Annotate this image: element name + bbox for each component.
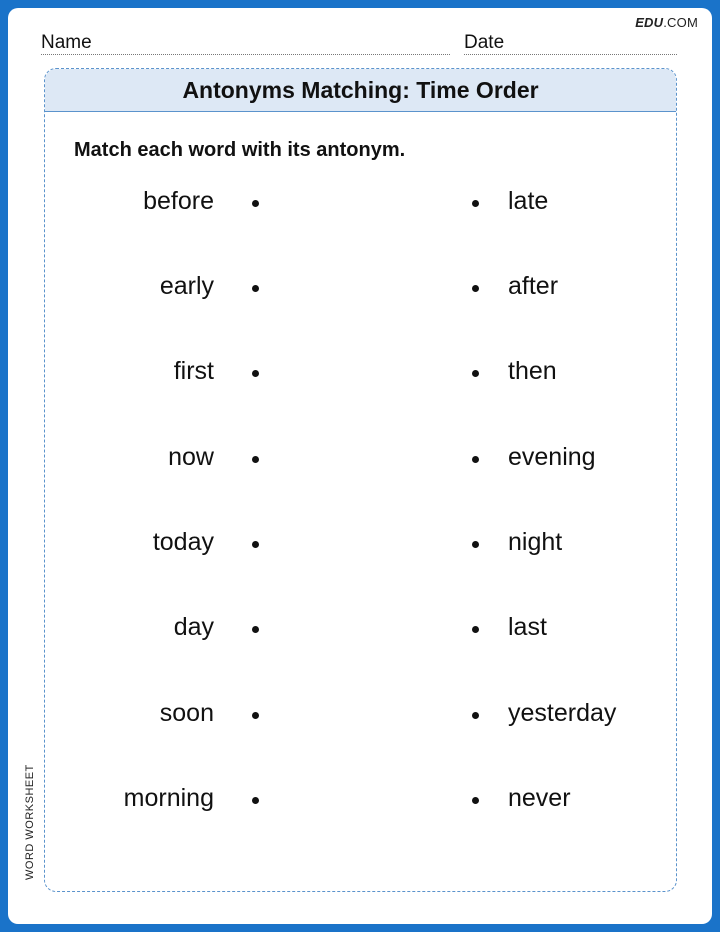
right-word: late (508, 187, 549, 215)
worksheet-title: Antonyms Matching: Time Order (45, 69, 676, 112)
right-bullet-dot[interactable] (472, 200, 479, 207)
left-word: before (143, 187, 214, 215)
name-field[interactable] (41, 32, 450, 55)
left-bullet-dot[interactable] (252, 797, 259, 804)
left-word: today (152, 528, 214, 556)
right-bullet-dot[interactable] (472, 626, 479, 633)
right-bullet-dot[interactable] (472, 370, 479, 377)
right-bullet-dot[interactable] (472, 797, 479, 804)
worksheet-page (8, 8, 712, 924)
left-bullet-dot[interactable] (252, 285, 259, 292)
match-row (45, 528, 676, 564)
match-row (45, 443, 676, 479)
left-word: morning (123, 784, 214, 812)
right-bullet-dot[interactable] (472, 541, 479, 548)
right-bullet-dot[interactable] (472, 712, 479, 719)
right-word: after (508, 272, 559, 300)
left-bullet-dot[interactable] (252, 370, 259, 377)
right-word: never (508, 784, 571, 812)
match-row (45, 613, 676, 649)
left-bullet-dot[interactable] (252, 541, 259, 548)
right-bullet-dot[interactable] (472, 456, 479, 463)
right-bullet-dot[interactable] (472, 285, 479, 292)
right-word: yesterday (508, 699, 617, 727)
brand-logo: EDU.COM (635, 15, 698, 30)
instruction-text: Match each word with its antonym. (74, 139, 406, 161)
date-field[interactable] (464, 32, 677, 55)
left-word: soon (159, 699, 214, 727)
left-bullet-dot[interactable] (252, 200, 259, 207)
left-bullet-dot[interactable] (252, 456, 259, 463)
match-row (45, 272, 676, 308)
left-word: early (159, 272, 214, 300)
name-label: Name (41, 32, 92, 53)
right-word: then (508, 357, 557, 385)
match-row (45, 357, 676, 393)
right-word: evening (508, 443, 596, 471)
left-word: first (173, 357, 214, 385)
date-label: Date (464, 32, 505, 53)
left-word: now (168, 443, 214, 471)
right-word: night (508, 528, 563, 556)
worksheet-card (44, 68, 677, 892)
right-word: last (508, 613, 547, 641)
side-label: WORD WORKSHEET (24, 764, 36, 880)
match-row (45, 187, 676, 223)
left-word: day (173, 613, 214, 641)
left-bullet-dot[interactable] (252, 626, 259, 633)
match-row (45, 784, 676, 820)
left-bullet-dot[interactable] (252, 712, 259, 719)
match-row (45, 699, 676, 735)
